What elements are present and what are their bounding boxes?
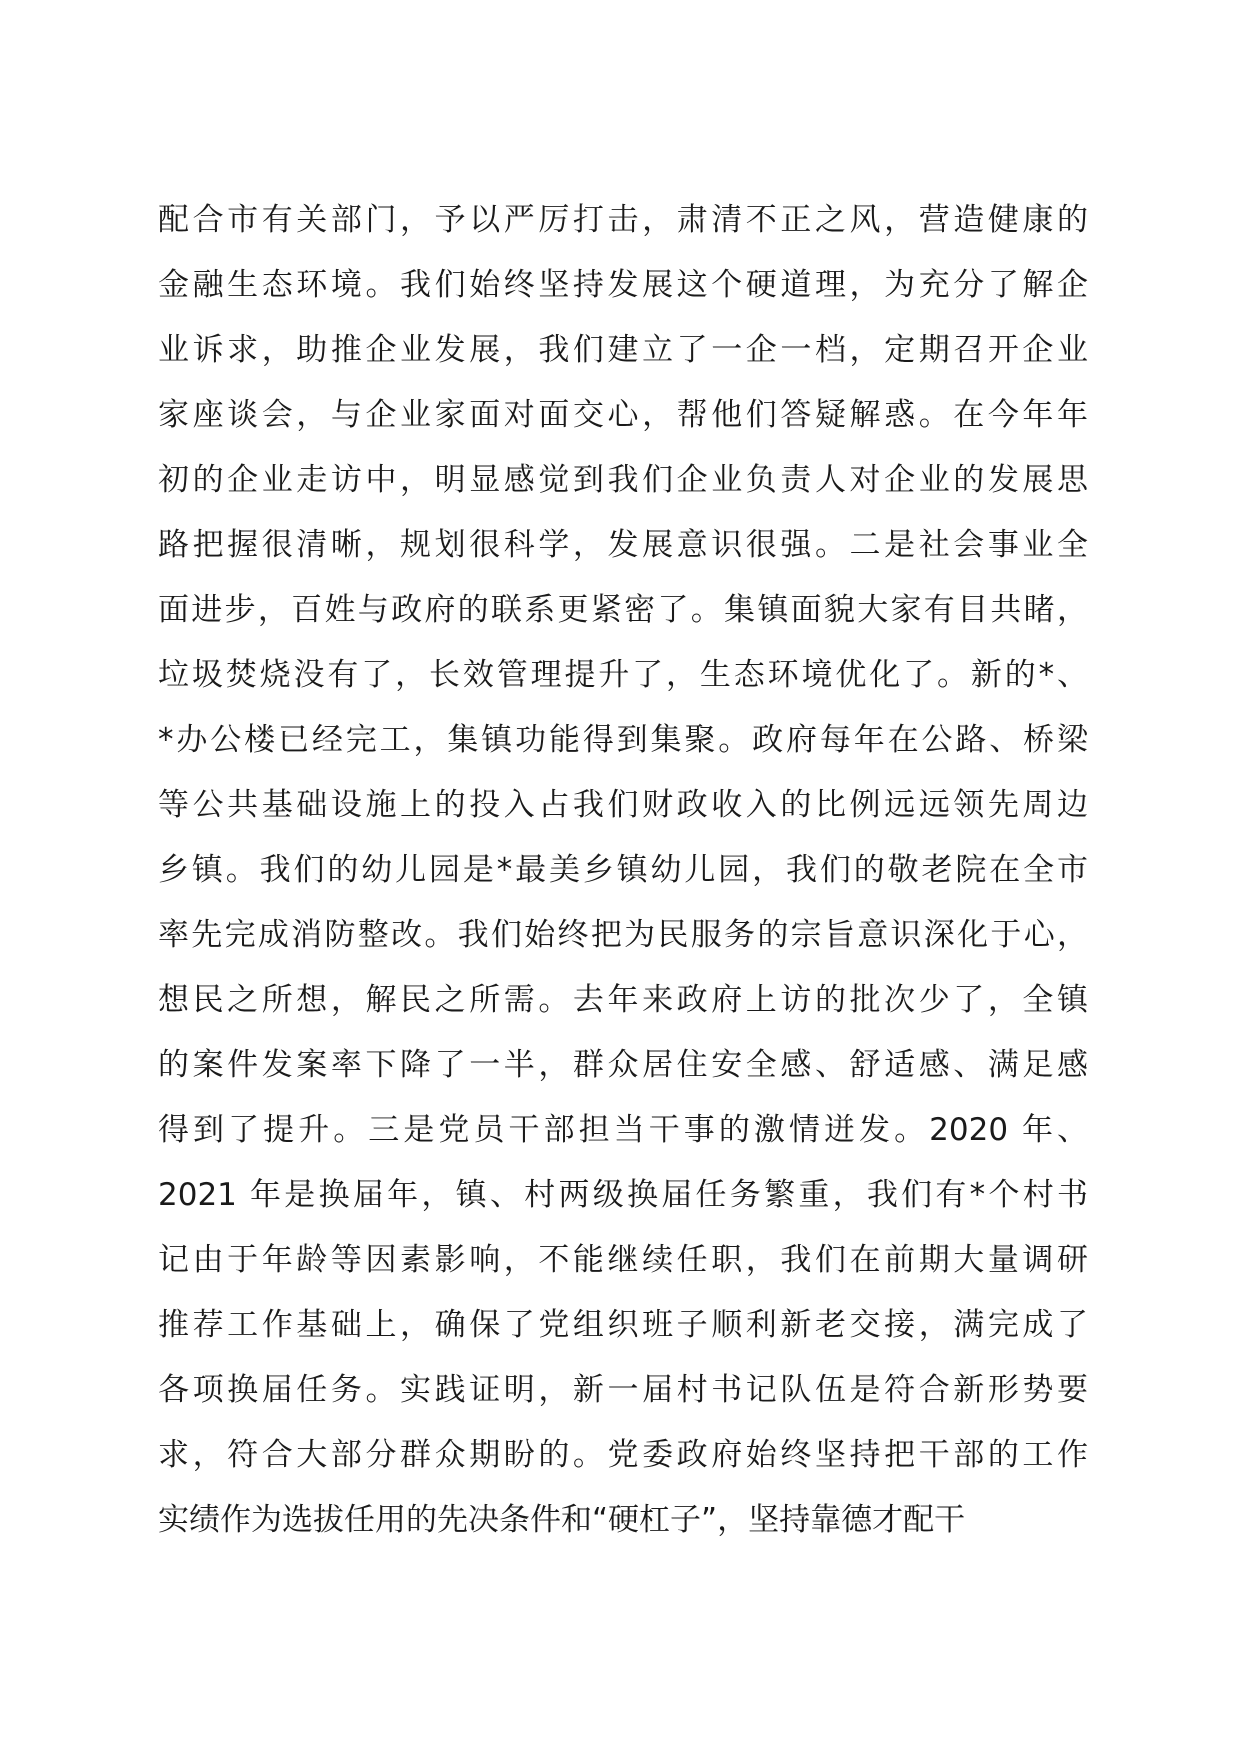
text-line: 面进步，百姓与政府的联系更紧密了。集镇面貌大家有目共睹， [158, 592, 1088, 628]
text-line: 乡镇。我们的幼儿园是*最美乡镇幼儿园，我们的敬老院在全市 [158, 852, 1088, 888]
text-line: 的案件发案率下降了一半，群众居住安全感、舒适感、满足感 [158, 1047, 1088, 1083]
text-line: *办公楼已经完工，集镇功能得到集聚。政府每年在公路、桥梁 [158, 722, 1088, 758]
text-line: 业诉求，助推企业发展，我们建立了一企一档，定期召开企业 [158, 332, 1088, 368]
text-line: 路把握很清晰，规划很科学，发展意识很强。二是社会事业全 [158, 527, 1088, 563]
text-line: 想民之所想，解民之所需。去年来政府上访的批次少了，全镇 [158, 982, 1088, 1018]
text-line: 推荐工作基础上，确保了党组织班子顺利新老交接，满完成了 [158, 1307, 1088, 1343]
text-line: 等公共基础设施上的投入占我们财政收入的比例远远领先周边 [158, 787, 1088, 823]
text-line: 家座谈会，与企业家面对面交心，帮他们答疑解惑。在今年年 [158, 397, 1088, 433]
text-line: 率先完成消防整改。我们始终把为民服务的宗旨意识深化于心， [158, 917, 1088, 953]
text-line: 实绩作为选拔任用的先决条件和“硬杠子”，坚持靠德才配干 [158, 1502, 966, 1538]
text-line: 求，符合大部分群众期盼的。党委政府始终坚持把干部的工作 [158, 1437, 1088, 1473]
text-line: 记由于年龄等因素影响，不能继续任职，我们在前期大量调研 [158, 1242, 1088, 1278]
text-line: 2021 年是换届年，镇、村两级换届任务繁重，我们有*个村书 [158, 1177, 1088, 1213]
text-line: 金融生态环境。我们始终坚持发展这个硬道理，为充分了解企 [158, 267, 1088, 303]
text-line: 各项换届任务。实践证明，新一届村书记队伍是符合新形势要 [158, 1372, 1088, 1408]
text-line: 配合市有关部门，予以严厉打击，肃清不正之风，营造健康的 [158, 202, 1088, 238]
text-line: 得到了提升。三是党员干部担当干事的激情迸发。2020 年、 [158, 1112, 1088, 1148]
text-line: 初的企业走访中，明显感觉到我们企业负责人对企业的发展思 [158, 462, 1088, 498]
body-paragraph [158, 188, 1088, 1553]
text-line: 垃圾焚烧没有了，长效管理提升了，生态环境优化了。新的*、 [158, 657, 1088, 693]
